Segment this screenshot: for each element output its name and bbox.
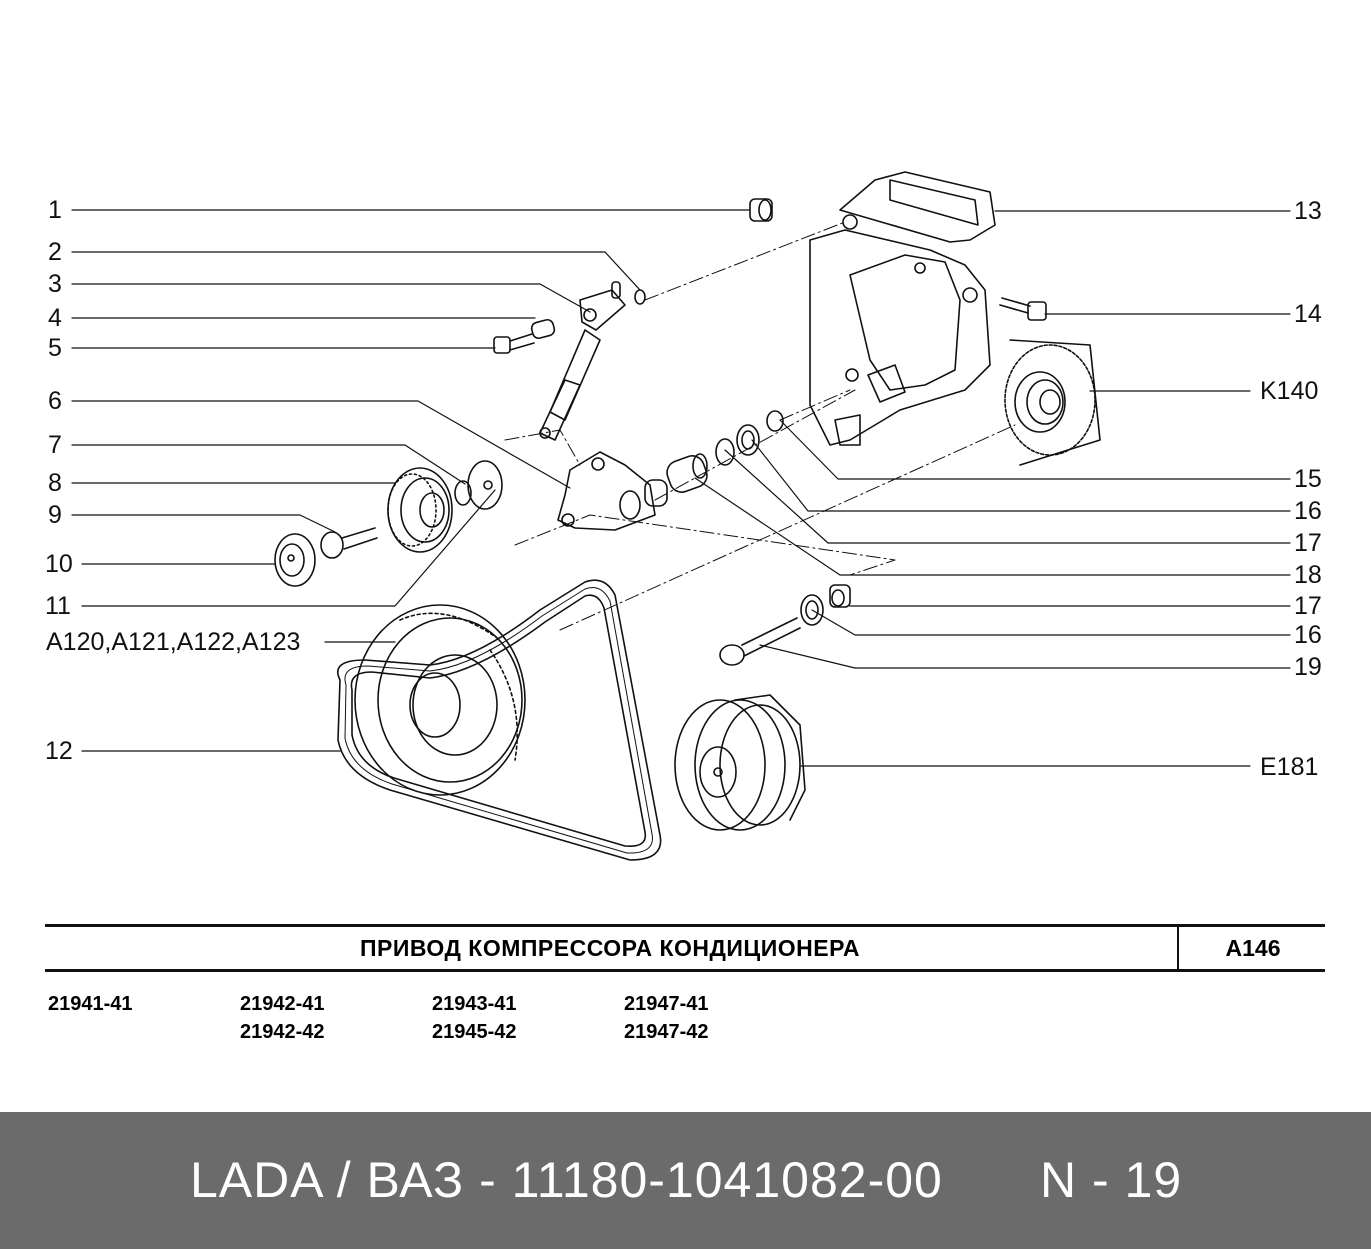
callout-9: 9	[48, 501, 62, 529]
compressor-e181	[675, 695, 805, 830]
model-code: 21945-42	[432, 1021, 517, 1043]
page-number: N - 19	[1040, 1152, 1183, 1208]
callout-11: 11	[45, 592, 71, 620]
model-column-1	[48, 990, 133, 1018]
part-number: LADA / ВАЗ - 11180-1041082-00	[190, 1152, 943, 1208]
callout-a120-a123: A120,A121,A122,A123	[46, 628, 301, 656]
callout-5: 5	[48, 334, 62, 362]
callout-3: 3	[48, 270, 62, 298]
bolt-part-5	[494, 334, 534, 353]
callout-1: 1	[48, 196, 62, 224]
footer-banner	[0, 1112, 1371, 1249]
callout-18: 18	[1294, 561, 1322, 589]
sleeve-part-18	[664, 452, 711, 495]
bushing-part-1	[750, 199, 772, 221]
bolt-part-14	[1000, 298, 1046, 320]
tensioner-rod-part-3	[540, 282, 625, 440]
drive-belt-part-12	[338, 580, 661, 860]
leader-lines-right	[695, 211, 1290, 766]
callout-10: 10	[45, 550, 73, 578]
assembly-axes	[505, 222, 1015, 630]
callout-e181: E181	[1260, 753, 1319, 781]
model-column-4	[624, 990, 709, 1046]
callout-13: 13	[1294, 197, 1322, 225]
title-divider	[1177, 927, 1179, 969]
seal-part-16	[737, 425, 759, 455]
model-code: 21947-42	[624, 1021, 709, 1043]
callout-7: 7	[48, 431, 62, 459]
compressor-bracket-part-13	[810, 172, 995, 445]
washer-part-2	[635, 290, 645, 304]
callout-8: 8	[48, 469, 62, 497]
generator-k140	[1005, 340, 1100, 465]
model-code: 21942-42	[240, 1021, 325, 1043]
callout-17: 17	[1294, 529, 1322, 557]
callout-k140: K140	[1260, 377, 1319, 405]
applicable-models	[0, 990, 1371, 1060]
callout-15: 15	[1294, 465, 1322, 493]
model-column-3	[432, 990, 517, 1046]
cap-part-10	[275, 534, 315, 586]
bolt-part-9	[321, 528, 377, 558]
model-code: 21943-41	[432, 993, 517, 1015]
bolt-part-19	[720, 618, 800, 665]
callout-6: 6	[48, 387, 62, 415]
spacer-part-4	[530, 318, 555, 339]
diagram-title: ПРИВОД КОМПРЕССОРА КОНДИЦИОНЕРА	[359, 935, 861, 961]
callout-12: 12	[45, 737, 73, 765]
model-code: 21941-41	[48, 993, 133, 1015]
nut-part-17-lower	[830, 585, 850, 607]
idler-pulley-part-8	[388, 468, 452, 552]
callout-16-lower: 16	[1294, 621, 1322, 649]
callout-4: 4	[48, 304, 62, 332]
model-code: 21947-41	[624, 993, 709, 1015]
callout-19: 19	[1294, 653, 1322, 681]
title-block	[45, 924, 1325, 972]
crankshaft-pulley	[355, 605, 525, 795]
callout-14: 14	[1294, 300, 1322, 328]
callout-16: 16	[1294, 497, 1322, 525]
callout-17-lower: 17	[1294, 592, 1322, 620]
model-column-2	[240, 990, 325, 1046]
model-code: 21942-41	[240, 993, 325, 1015]
callout-2: 2	[48, 238, 62, 266]
diagram-code: A146	[1225, 935, 1281, 961]
